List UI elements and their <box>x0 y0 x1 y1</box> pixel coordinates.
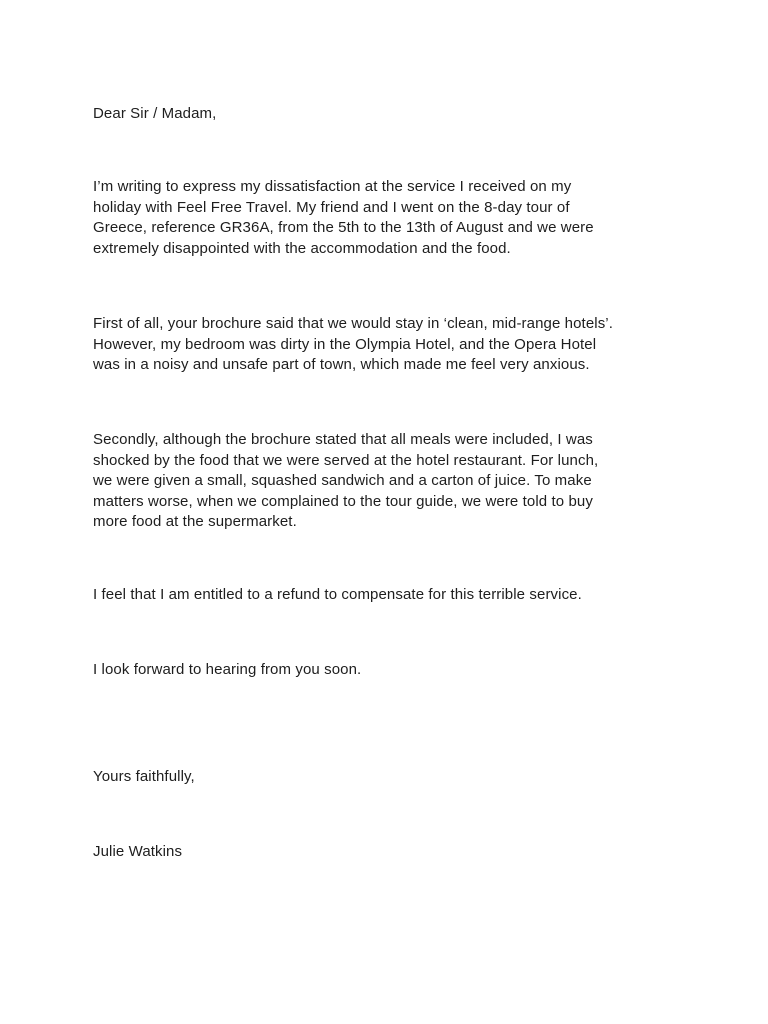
letter-paragraph-food: Secondly, although the brochure stated that all meals were included, I was shocked by the food that we were served at the hotel restaurant. For lunch, we were given a small, squashed sandwich and a carton of juice. To make matters worse, when we complained to the tour guide, we were told to buy more food at the supermarket. <box>93 431 599 530</box>
letter-signature-name: Julie Watkins <box>93 843 183 860</box>
letter-paragraph-accommodation: First of all, your brochure said that we would stay in ‘clean, mid-range hotels’. However, my bedroom was dirty in the Olympia Hotel, and the Opera Hotel was in a noisy and unsafe part of town, which made me feel very anxious. <box>93 315 614 373</box>
letter-closing-line: I look forward to hearing from you soon. <box>93 661 362 678</box>
letter-paragraph-refund-request: I feel that I am entitled to a refund to compensate for this terrible service. <box>93 586 582 603</box>
letter-sign-off: Yours faithfully, <box>93 768 195 785</box>
letter-paragraph-introduction: I’m writing to express my dissatisfaction at the service I received on my holiday with Feel Free Travel. My friend and I went on the 8-day tour of Greece, reference GR36A, from the 5th to the 13th of August and we were extremely disappointed with the accommodation and the food. <box>93 178 594 257</box>
letter-salutation: Dear Sir / Madam, <box>93 105 217 122</box>
